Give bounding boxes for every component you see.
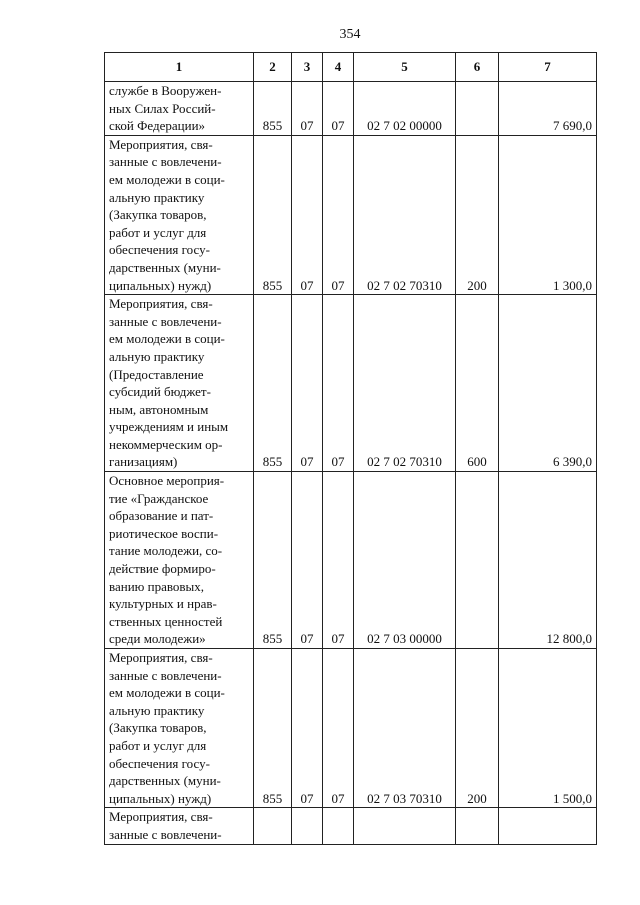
subsection-code: 07 — [323, 82, 354, 136]
column-header: 7 — [499, 53, 597, 82]
section-code: 07 — [292, 649, 323, 808]
table-row — [105, 472, 597, 649]
row-description: Мероприятия, свя- занные с вовлечени- ем молодежи в соци- альную практику (Закупка товаров, работ и услуг для обеспечения госу- дарственных (муни- ципальных) нужд) — [105, 135, 254, 294]
expense-type-code: 200 — [456, 649, 499, 808]
row-description: Основное мероприя- тие «Гражданское образование и пат- риотическое воспи- тание молодежи, со- действие формиро- ванию правовых, культурных и нрав- ственных ценностей среди молодежи» — [105, 472, 254, 649]
column-header: 1 — [105, 53, 254, 82]
column-header: 6 — [456, 53, 499, 82]
expense-type-code — [456, 82, 499, 136]
table-row — [105, 649, 597, 808]
table-row — [105, 135, 597, 294]
row-description: службе в Вооружен- ных Силах Россий- ской Федерации» — [105, 82, 254, 136]
subsection-code: 07 — [323, 295, 354, 472]
row-description: Мероприятия, свя- занные с вовлечени- ем молодежи в соци- альную практику (Предоставление субсидий бюджет- ным, автономным учреждениям и иным некоммерческим ор- ганизациям) — [105, 295, 254, 472]
ministry-code: 855 — [254, 82, 292, 136]
expense-type-code — [456, 808, 499, 844]
subsection-code: 07 — [323, 649, 354, 808]
budget-table — [104, 52, 597, 845]
column-header: 2 — [254, 53, 292, 82]
amount — [499, 808, 597, 844]
amount: 7 690,0 — [499, 82, 597, 136]
expense-type-code: 600 — [456, 295, 499, 472]
column-header: 5 — [354, 53, 456, 82]
amount: 12 800,0 — [499, 472, 597, 649]
row-description: Мероприятия, свя- занные с вовлечени- ем молодежи в соци- альную практику (Закупка товаров, работ и услуг для обеспечения госу- дарственных (муни- ципальных) нужд) — [105, 649, 254, 808]
table-row — [105, 82, 597, 136]
ministry-code: 855 — [254, 135, 292, 294]
amount: 1 500,0 — [499, 649, 597, 808]
section-code: 07 — [292, 472, 323, 649]
row-description: Мероприятия, свя- занные с вовлечени- — [105, 808, 254, 844]
section-code: 07 — [292, 82, 323, 136]
expense-type-code — [456, 472, 499, 649]
amount: 1 300,0 — [499, 135, 597, 294]
section-code: 07 — [292, 135, 323, 294]
table-row — [105, 808, 597, 844]
ministry-code: 855 — [254, 295, 292, 472]
expense-type-code: 200 — [456, 135, 499, 294]
table-row — [105, 295, 597, 472]
target-article-code: 02 7 02 70310 — [354, 295, 456, 472]
target-article-code: 02 7 02 70310 — [354, 135, 456, 294]
subsection-code: 07 — [323, 135, 354, 294]
subsection-code — [323, 808, 354, 844]
target-article-code: 02 7 02 00000 — [354, 82, 456, 136]
column-header: 4 — [323, 53, 354, 82]
target-article-code — [354, 808, 456, 844]
header-row — [105, 53, 597, 82]
page-number: 354 — [339, 27, 361, 42]
ministry-code: 855 — [254, 472, 292, 649]
amount: 6 390,0 — [499, 295, 597, 472]
section-code: 07 — [292, 295, 323, 472]
section-code — [292, 808, 323, 844]
ministry-code — [254, 808, 292, 844]
target-article-code: 02 7 03 00000 — [354, 472, 456, 649]
subsection-code: 07 — [323, 472, 354, 649]
column-header: 3 — [292, 53, 323, 82]
target-article-code: 02 7 03 70310 — [354, 649, 456, 808]
ministry-code: 855 — [254, 649, 292, 808]
